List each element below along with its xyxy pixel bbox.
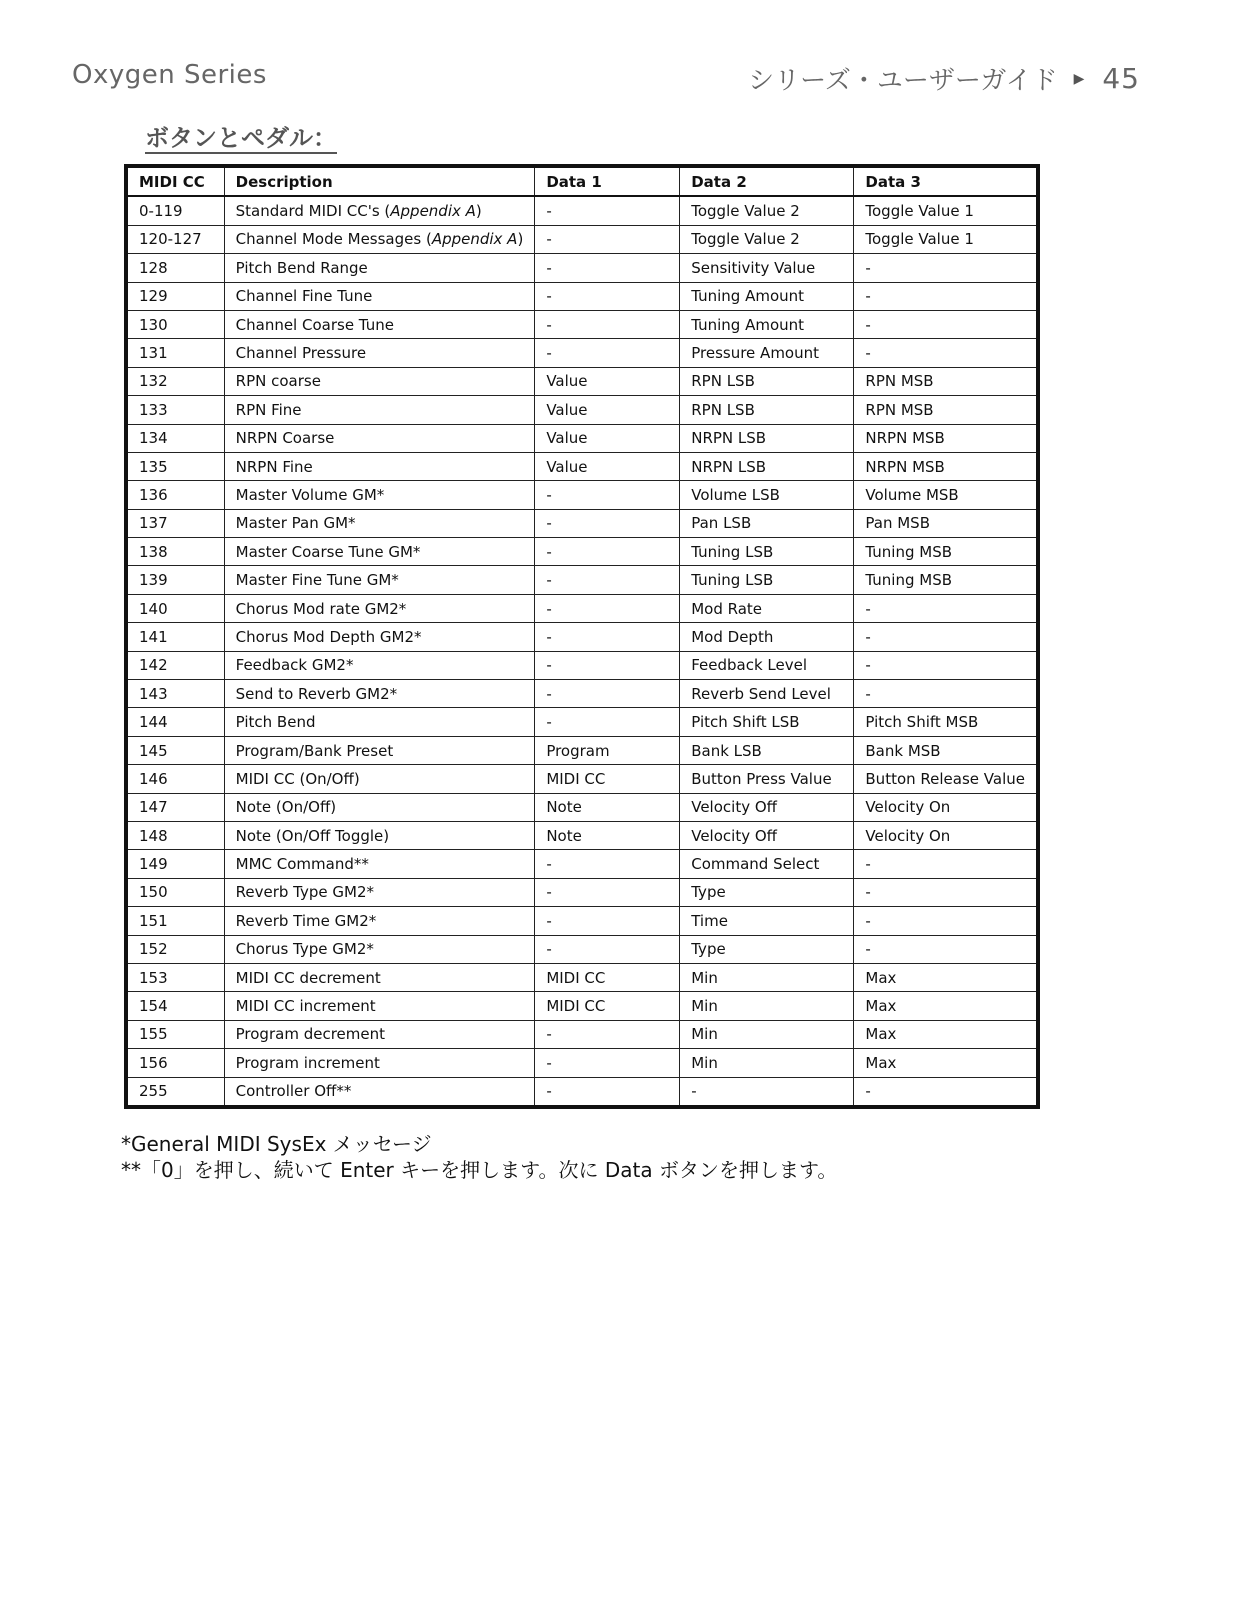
cell-data-3: Pan MSB	[854, 509, 1038, 537]
page-number: 45	[1102, 62, 1140, 95]
cell-data-2: NRPN LSB	[680, 452, 854, 480]
cell-midi-cc: 155	[126, 1020, 224, 1048]
table-row	[126, 1077, 1038, 1107]
cell-data-3: Toggle Value 1	[854, 225, 1038, 253]
cell-description: Master Volume GM*	[224, 481, 535, 509]
table-row	[126, 424, 1038, 452]
cell-description: Reverb Time GM2*	[224, 907, 535, 935]
cell-data-3: Volume MSB	[854, 481, 1038, 509]
cell-data-1: -	[535, 1020, 680, 1048]
cell-data-2: Min	[680, 1049, 854, 1077]
cell-data-1: Value	[535, 367, 680, 395]
cell-description: NRPN Fine	[224, 452, 535, 480]
cell-data-2: Min	[680, 963, 854, 991]
cell-description: MIDI CC increment	[224, 992, 535, 1020]
cell-description: Controller Off**	[224, 1077, 535, 1107]
cell-description: MIDI CC decrement	[224, 963, 535, 991]
cell-data-2: Mod Rate	[680, 594, 854, 622]
cell-description: MMC Command**	[224, 850, 535, 878]
table-row	[126, 821, 1038, 849]
cell-data-3: -	[854, 623, 1038, 651]
header-guide-title: シリーズ・ユーザーガイド	[748, 66, 1058, 96]
table-row	[126, 254, 1038, 282]
cell-data-2: -	[680, 1077, 854, 1107]
cell-data-1: -	[535, 566, 680, 594]
cell-data-3: -	[854, 680, 1038, 708]
cell-data-1: -	[535, 594, 680, 622]
cell-data-3: Tuning MSB	[854, 538, 1038, 566]
cell-data-2: Tuning Amount	[680, 282, 854, 310]
cell-midi-cc: 153	[126, 963, 224, 991]
cell-data-3: -	[854, 907, 1038, 935]
description-text: )	[475, 202, 482, 221]
cell-description: Chorus Mod rate GM2*	[224, 594, 535, 622]
table-row	[126, 878, 1038, 906]
table-row	[126, 963, 1038, 991]
cell-data-2: Bank LSB	[680, 736, 854, 764]
cell-description: Chorus Mod Depth GM2*	[224, 623, 535, 651]
cell-data-3: -	[854, 594, 1038, 622]
cell-midi-cc: 130	[126, 310, 224, 338]
cell-data-3: -	[854, 282, 1038, 310]
description-text: )	[517, 230, 524, 249]
cell-data-3: Toggle Value 1	[854, 196, 1038, 225]
cell-data-1: -	[535, 651, 680, 679]
table-row	[126, 282, 1038, 310]
cell-data-2: Toggle Value 2	[680, 196, 854, 225]
table-row	[126, 623, 1038, 651]
cell-data-2: Min	[680, 992, 854, 1020]
cell-midi-cc: 144	[126, 708, 224, 736]
cell-data-1: -	[535, 225, 680, 253]
cell-data-3: -	[854, 878, 1038, 906]
cell-data-3: Max	[854, 1049, 1038, 1077]
cell-description: Pitch Bend Range	[224, 254, 535, 282]
column-header: MIDI CC	[126, 166, 224, 196]
table-row	[126, 538, 1038, 566]
cell-description: Reverb Type GM2*	[224, 878, 535, 906]
cell-data-2: Min	[680, 1020, 854, 1048]
column-header: Description	[224, 166, 535, 196]
cell-midi-cc: 0-119	[126, 196, 224, 225]
cell-data-3: Max	[854, 1020, 1038, 1048]
cell-data-1: -	[535, 623, 680, 651]
cell-data-2: RPN LSB	[680, 396, 854, 424]
table-row	[126, 907, 1038, 935]
footnote: *General MIDI SysEx メッセージ	[121, 1132, 432, 1156]
table-row	[126, 452, 1038, 480]
cell-data-1: -	[535, 1049, 680, 1077]
cell-midi-cc: 131	[126, 339, 224, 367]
cell-data-1: MIDI CC	[535, 992, 680, 1020]
cell-description: Channel Fine Tune	[224, 282, 535, 310]
table-row	[126, 992, 1038, 1020]
header-series-title: Oxygen Series	[72, 60, 267, 90]
cell-data-2: Command Select	[680, 850, 854, 878]
cell-midi-cc: 156	[126, 1049, 224, 1077]
cell-data-2: NRPN LSB	[680, 424, 854, 452]
cell-description: Channel Coarse Tune	[224, 310, 535, 338]
cell-midi-cc: 152	[126, 935, 224, 963]
cell-midi-cc: 154	[126, 992, 224, 1020]
cell-data-2: Button Press Value	[680, 765, 854, 793]
cell-data-1: -	[535, 907, 680, 935]
cell-midi-cc: 143	[126, 680, 224, 708]
column-header: Data 1	[535, 166, 680, 196]
cell-midi-cc: 135	[126, 452, 224, 480]
cell-data-1: -	[535, 339, 680, 367]
cell-data-3: RPN MSB	[854, 396, 1038, 424]
cell-data-2: Reverb Send Level	[680, 680, 854, 708]
cell-midi-cc: 147	[126, 793, 224, 821]
cell-data-2: Time	[680, 907, 854, 935]
cell-data-3: -	[854, 850, 1038, 878]
table-row	[126, 566, 1038, 594]
cell-description: Chorus Type GM2*	[224, 935, 535, 963]
triangle-right-icon: ▶	[1073, 70, 1085, 87]
cell-data-3: -	[854, 339, 1038, 367]
cell-description: Note (On/Off)	[224, 793, 535, 821]
footnotes	[121, 1131, 837, 1183]
cell-data-3: RPN MSB	[854, 367, 1038, 395]
table-row	[126, 1049, 1038, 1077]
cell-midi-cc: 142	[126, 651, 224, 679]
cell-midi-cc: 148	[126, 821, 224, 849]
midi-cc-table	[124, 164, 1040, 1109]
cell-data-1: -	[535, 509, 680, 537]
cell-midi-cc: 120-127	[126, 225, 224, 253]
appendix-reference: Appendix A	[390, 202, 476, 221]
cell-data-3: Velocity On	[854, 821, 1038, 849]
cell-midi-cc: 255	[126, 1077, 224, 1107]
cell-midi-cc: 145	[126, 736, 224, 764]
cell-midi-cc: 137	[126, 509, 224, 537]
cell-data-2: Pitch Shift LSB	[680, 708, 854, 736]
cell-data-1: -	[535, 538, 680, 566]
table-row	[126, 680, 1038, 708]
cell-data-1: MIDI CC	[535, 765, 680, 793]
table-header-row	[126, 166, 1038, 196]
cell-data-2: Velocity Off	[680, 821, 854, 849]
cell-data-1: -	[535, 310, 680, 338]
cell-midi-cc: 133	[126, 396, 224, 424]
cell-data-2: Pressure Amount	[680, 339, 854, 367]
cell-data-1: -	[535, 196, 680, 225]
table-row	[126, 850, 1038, 878]
cell-data-2: Mod Depth	[680, 623, 854, 651]
cell-data-2: Tuning LSB	[680, 538, 854, 566]
cell-description: Program/Bank Preset	[224, 736, 535, 764]
cell-midi-cc: 134	[126, 424, 224, 452]
cell-description: Pitch Bend	[224, 708, 535, 736]
cell-data-2: Sensitivity Value	[680, 254, 854, 282]
cell-description: Note (On/Off Toggle)	[224, 821, 535, 849]
cell-data-1: -	[535, 708, 680, 736]
cell-data-2: Tuning Amount	[680, 310, 854, 338]
cell-description	[224, 196, 535, 225]
cell-data-2: Type	[680, 935, 854, 963]
cell-data-1: -	[535, 878, 680, 906]
cell-description: NRPN Coarse	[224, 424, 535, 452]
cell-midi-cc: 139	[126, 566, 224, 594]
cell-data-3: -	[854, 254, 1038, 282]
cell-data-3: Pitch Shift MSB	[854, 708, 1038, 736]
cell-data-2: RPN LSB	[680, 367, 854, 395]
table-row	[126, 196, 1038, 225]
cell-midi-cc: 136	[126, 481, 224, 509]
table-row	[126, 765, 1038, 793]
cell-data-1: -	[535, 282, 680, 310]
footnote: **「0」を押し、続いて Enter キーを押します。次に Data ボタンを押します。	[121, 1158, 838, 1182]
cell-data-1: -	[535, 254, 680, 282]
table-row	[126, 339, 1038, 367]
cell-description	[224, 225, 535, 253]
cell-data-1: MIDI CC	[535, 963, 680, 991]
cell-description: Channel Pressure	[224, 339, 535, 367]
cell-data-1: Value	[535, 396, 680, 424]
cell-data-2: Velocity Off	[680, 793, 854, 821]
table-row	[126, 310, 1038, 338]
cell-data-1: -	[535, 481, 680, 509]
cell-data-3: Max	[854, 963, 1038, 991]
cell-data-1: -	[535, 935, 680, 963]
cell-data-1: Program	[535, 736, 680, 764]
table-row	[126, 509, 1038, 537]
description-text: Channel Mode Messages (	[235, 230, 432, 249]
cell-midi-cc: 138	[126, 538, 224, 566]
table-row	[126, 481, 1038, 509]
cell-data-3: Max	[854, 992, 1038, 1020]
table-row	[126, 935, 1038, 963]
cell-data-2: Toggle Value 2	[680, 225, 854, 253]
description-text: Standard MIDI CC's (	[235, 202, 391, 221]
cell-description: RPN Fine	[224, 396, 535, 424]
table-row	[126, 651, 1038, 679]
cell-description: Feedback GM2*	[224, 651, 535, 679]
cell-midi-cc: 146	[126, 765, 224, 793]
cell-data-3: Velocity On	[854, 793, 1038, 821]
table-row	[126, 708, 1038, 736]
cell-midi-cc: 140	[126, 594, 224, 622]
cell-data-3: Bank MSB	[854, 736, 1038, 764]
cell-data-3: NRPN MSB	[854, 452, 1038, 480]
cell-data-3: Tuning MSB	[854, 566, 1038, 594]
cell-data-3: Button Release Value	[854, 765, 1038, 793]
cell-data-2: Pan LSB	[680, 509, 854, 537]
cell-data-2: Type	[680, 878, 854, 906]
cell-data-1: -	[535, 1077, 680, 1107]
cell-midi-cc: 149	[126, 850, 224, 878]
cell-description: Master Pan GM*	[224, 509, 535, 537]
cell-midi-cc: 128	[126, 254, 224, 282]
table-row	[126, 396, 1038, 424]
table-row	[126, 736, 1038, 764]
cell-data-1: -	[535, 850, 680, 878]
cell-midi-cc: 141	[126, 623, 224, 651]
cell-data-1: Note	[535, 821, 680, 849]
cell-data-1: Value	[535, 452, 680, 480]
table-row	[126, 594, 1038, 622]
table-row	[126, 793, 1038, 821]
cell-description: Program decrement	[224, 1020, 535, 1048]
cell-data-1: Note	[535, 793, 680, 821]
table-row	[126, 367, 1038, 395]
cell-data-1: -	[535, 680, 680, 708]
cell-midi-cc: 132	[126, 367, 224, 395]
cell-data-3: NRPN MSB	[854, 424, 1038, 452]
table-row	[126, 1020, 1038, 1048]
cell-data-3: -	[854, 1077, 1038, 1107]
cell-description: MIDI CC (On/Off)	[224, 765, 535, 793]
cell-description: Master Coarse Tune GM*	[224, 538, 535, 566]
cell-description: Master Fine Tune GM*	[224, 566, 535, 594]
cell-data-2: Tuning LSB	[680, 566, 854, 594]
cell-description: Send to Reverb GM2*	[224, 680, 535, 708]
cell-midi-cc: 129	[126, 282, 224, 310]
column-header: Data 2	[680, 166, 854, 196]
table-row	[126, 225, 1038, 253]
appendix-reference: Appendix A	[431, 230, 518, 249]
cell-midi-cc: 151	[126, 907, 224, 935]
cell-data-3: -	[854, 935, 1038, 963]
cell-data-3: -	[854, 651, 1038, 679]
cell-data-1: Value	[535, 424, 680, 452]
section-title: ボタンとペダル：	[145, 124, 337, 152]
cell-description: Program increment	[224, 1049, 535, 1077]
header-guide	[748, 60, 1140, 97]
cell-midi-cc: 150	[126, 878, 224, 906]
cell-data-2: Feedback Level	[680, 651, 854, 679]
column-header: Data 3	[854, 166, 1038, 196]
cell-data-2: Volume LSB	[680, 481, 854, 509]
cell-data-3: -	[854, 310, 1038, 338]
cell-description: RPN coarse	[224, 367, 535, 395]
